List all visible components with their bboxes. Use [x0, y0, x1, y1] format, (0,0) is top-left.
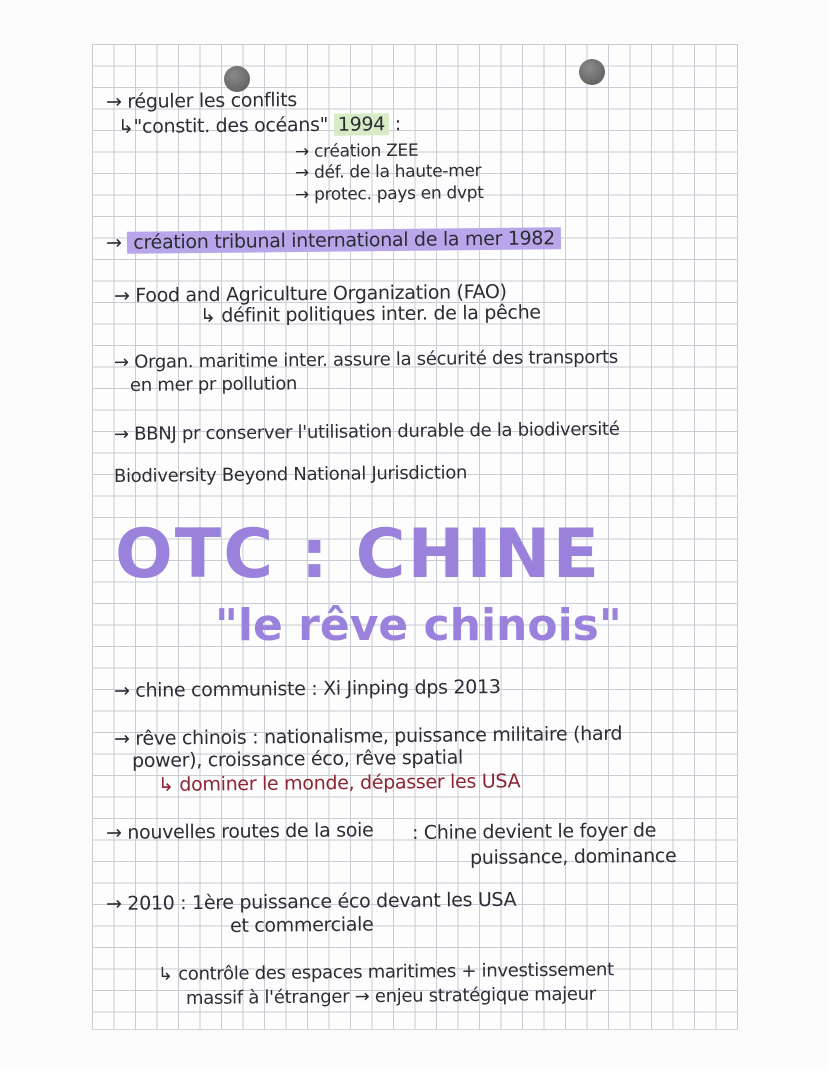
binder-hole-right [579, 59, 605, 85]
note-line: en mer pr pollution [129, 373, 298, 396]
note-line: → chine communiste : Xi Jinping dps 2013 [113, 675, 501, 702]
note-line: ↳ contrôle des espaces maritimes + investissement [157, 959, 614, 985]
note-line: et commerciale [229, 913, 374, 937]
note-line: → déf. de la haute-mer [294, 161, 482, 183]
note-line: → réguler les conflits [105, 89, 298, 113]
note-line: → protec. pays en dvpt [294, 183, 484, 205]
note-line: puissance, dominance [469, 844, 677, 869]
note-line: ↳ définit politiques inter. de la pêche [199, 301, 541, 327]
note-line [118, 113, 401, 138]
note-line-red: ↳ dominer le monde, dépasser les USA [157, 770, 521, 796]
highlighted-year: 1994 [334, 113, 389, 136]
note-line: → rêve chinois : nationalisme, puissance militaire (hard [113, 722, 623, 750]
note-line: → BBNJ pr conserver l'utilisation durable de la biodiversité [113, 418, 620, 445]
note-line: → création ZEE [294, 140, 419, 162]
page-subtitle: "le rêve chinois" [215, 600, 622, 651]
note-line: massif à l'étranger → enjeu stratégique majeur [185, 983, 596, 1009]
note-line: power), croissance éco, rêve spatial [131, 746, 464, 772]
note-line: → Food and Agriculture Organization (FAO) [113, 280, 507, 307]
note-line: → nouvelles routes de la soie [105, 819, 374, 844]
note-line: : Chine devient le foyer de [411, 819, 657, 844]
note-line: Biodiversity Beyond National Jurisdiction [113, 462, 468, 487]
binder-hole-left [224, 66, 250, 92]
arrow-mark: → [105, 231, 122, 254]
page-title: OTC : CHINE [115, 515, 602, 594]
note-line: → Organ. maritime inter. assure la sécurité des transports [113, 346, 619, 373]
highlighted-note: création tribunal international de la mer 1982 [127, 227, 561, 254]
note-text: : [394, 113, 401, 136]
note-line: → 2010 : 1ère puissance éco devant les USA [105, 888, 517, 915]
note-text: ↳"constit. des océans" [117, 113, 329, 138]
